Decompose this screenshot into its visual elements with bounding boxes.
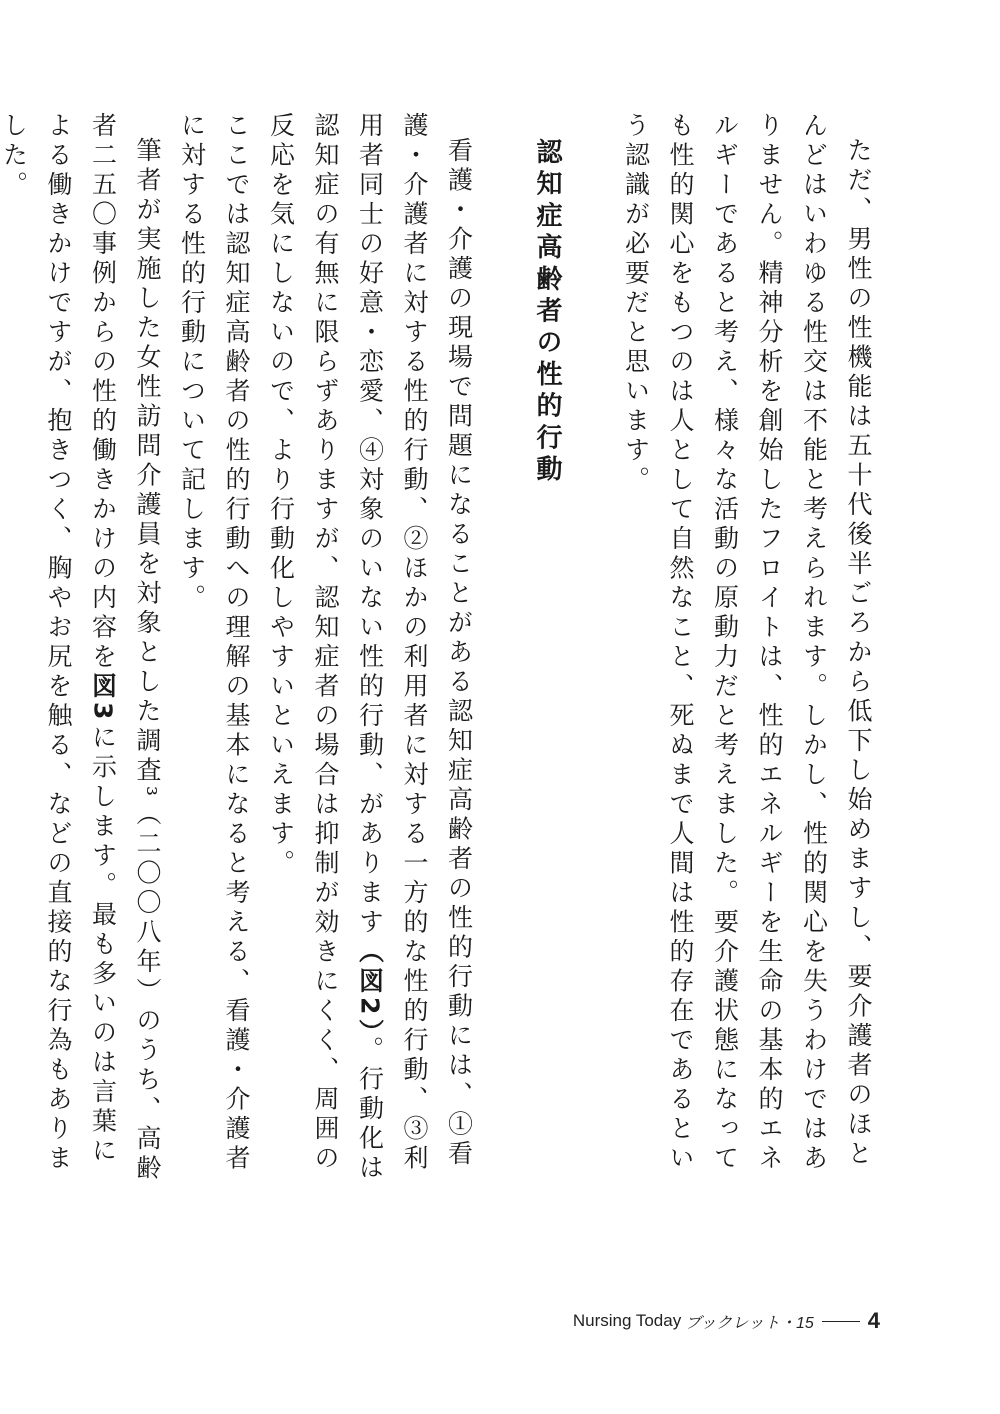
booklet-label: ブックレット・15: [685, 1314, 814, 1332]
section-heading: 認知症高齢者の性的行動: [532, 138, 562, 487]
paragraph-scope: ここでは認知症高齢者の性的行動への理解の基本になると考える、看護・介護者に対する性的行動について記します。: [177, 112, 251, 1174]
series-title: Nursing Today: [572, 1311, 682, 1330]
page-number: 4: [867, 1308, 880, 1333]
paragraph-text: 看護・介護の現場で問題になることがある認知症高齢者の性的行動には、①看護・介護者に対する性的行動、②ほかの利用者に対する一方的な性的行動、③利用者同士の好意・恋愛、④対象のいない性的行動、があります: [355, 112, 474, 1174]
page-footer: [573, 1308, 880, 1334]
figure-2-reference: （図2）: [355, 938, 385, 1036]
figure-3-reference: 図3: [88, 672, 118, 724]
article-body: [0, 112, 880, 1192]
paragraph-text: 筆者が実施した女性訪問介護員を対象とした調査³（二〇〇八年）のうち、高齢者二五〇事例からの性的働きかけの内容を: [88, 112, 162, 1185]
paragraph-text: に示します。最も多いのは言葉による働きかけですが、抱きつく、胸やお尻を触る、などの直接的な行為もありました。: [0, 112, 118, 1174]
paragraph-survey: [0, 112, 169, 1192]
footer-rule: [822, 1321, 860, 1322]
paragraph-sexual-function: ただ、男性の性機能は五十代後半ごろから低下し始めますし、要介護者のほとんどはいわゆる性交は不能と考えられます。しかし、性的関心を失うわけではありません。精神分析を創始したフロイトは、性的エネルギーを生命の基本的エネルギーであると考え、様々な活動の原動力だと考えました。要介護状態になっても性的関心をもつのは人として自然なこと、死ぬまで人間は性的存在であるという認識が必要だと思います。: [621, 112, 873, 1174]
paragraph-text: 。行動化は認知症の有無に限らずありますが、認知症者の場合は抑制が効きにくく、周囲の反応を気にしないので、より行動化しやすいといえます。: [266, 112, 385, 1184]
paragraph-sexual-behavior-types: [258, 112, 481, 1192]
